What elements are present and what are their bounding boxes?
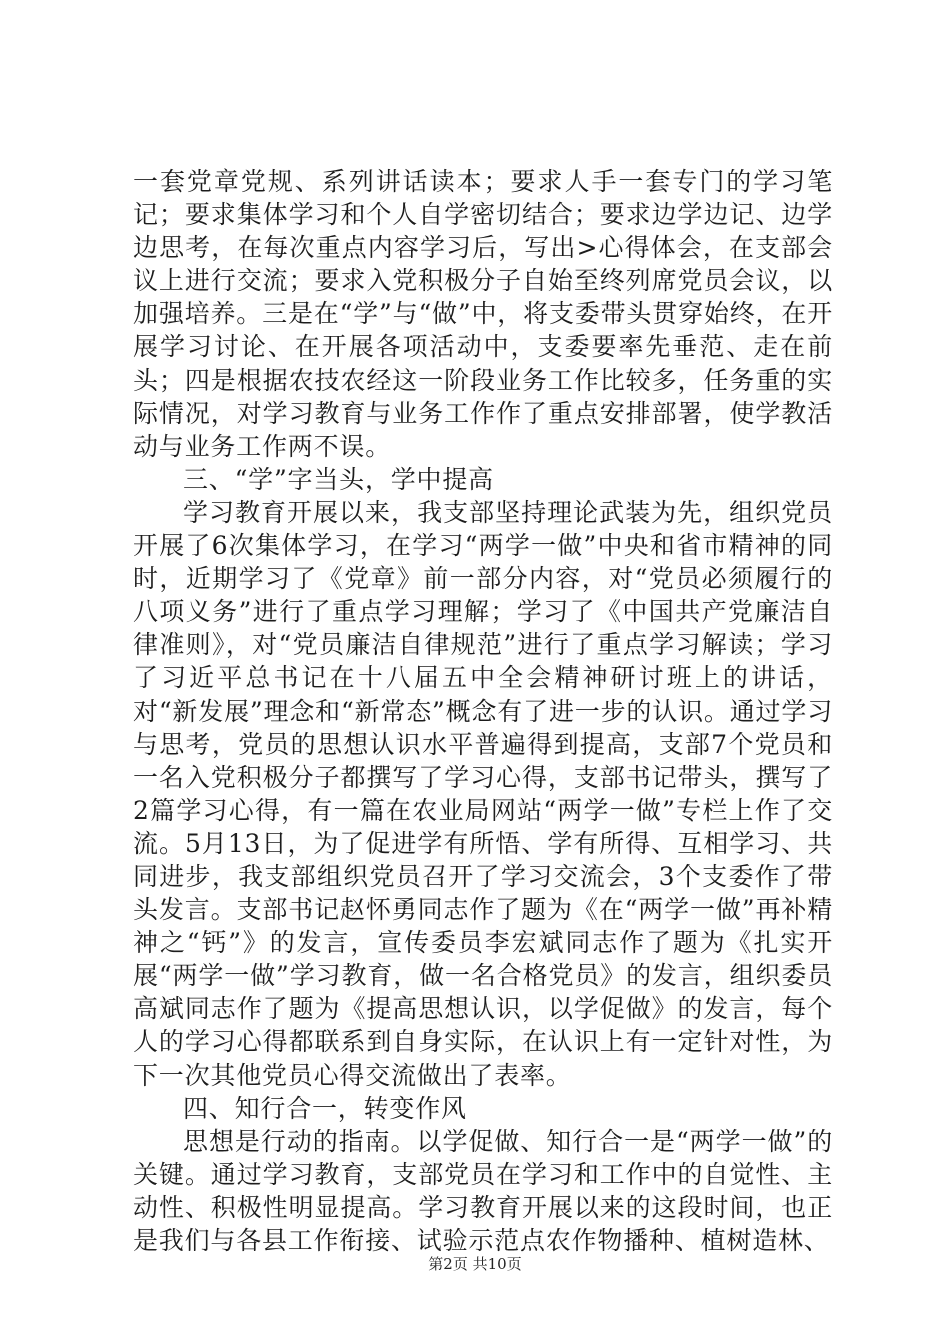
section-heading-three: 三、“学”字当头，学中提高	[183, 464, 494, 494]
paragraph-section-three: 学习教育开展以来，我支部坚持理论武装为先，组织党员开展了6次集体学习，在学习“两学一做”中央和省市精神的同时，近期学习了《党章》前一部分内容，对“党员必须履行的八项义务”进行了重点学习理解；学习了《中国共产党廉洁自律准则》，对“党员廉洁自律规范”进行了重点学习解读；学习了习近平总书记在十八届五中全会精神研讨班上的讲话，对“新发展”理念和“新常态”概念有了进一步的认识。通过学习与思考，党员的思想认识水平普遍得到提高，支部7个党员和一名入党积极分子都撰写了学习心得，支部书记带头，撰写了2篇学习心得，有一篇在农业局网站“两学一做”专栏上作了交流。5月13日，为了促进学有所悟、学有所得、互相学习、共同进步，我支部组织党员召开了学习交流会，3个支委作了带头发言。支部书记赵怀勇同志作了题为《在“两学一做”再补精神之“钙”》的发言，宣传委员李宏斌同志作了题为《扎实开展“两学一做”学习教育，做一名合格党员》的发言，组织委员高斌同志作了题为《提高思想认识，以学促做》的发言，每个人的学习心得都联系到自身实际，在认识上有一定针对性，为下一次其他党员心得交流做出了表率。	[133, 497, 833, 1090]
document-body	[133, 165, 833, 1257]
page-footer-number: 第2页 共10页	[428, 1255, 522, 1273]
section-heading-four: 四、知行合一，转变作风	[183, 1093, 467, 1123]
paragraph-intro: 一套党章党规、系列讲话读本；要求人手一套专门的学习笔记；要求集体学习和个人自学密切结合；要求边学边记、边学边思考，在每次重点内容学习后，写出>心得体会，在支部会议上进行交流；要求入党积极分子自始至终列席党员会议，以加强培养。三是在“学”与“做”中，将支委带头贯穿始终，在开展学习讨论、在开展各项活动中，支委要率先垂范、走在前头；四是根据农技农经这一阶段业务工作比较多，任务重的实际情况，对学习教育与业务工作作了重点安排部署，使学教活动与业务工作两不误。	[133, 167, 833, 461]
paragraph-section-four: 思想是行动的指南。以学促做、知行合一是“两学一做”的关键。通过学习教育，支部党员在学习和工作中的自觉性、主动性、积极性明显提高。学习教育开展以来的这段时间，也正是我们与各县工作衔接、试验示范点农作物播种、植树造林、	[133, 1126, 833, 1255]
